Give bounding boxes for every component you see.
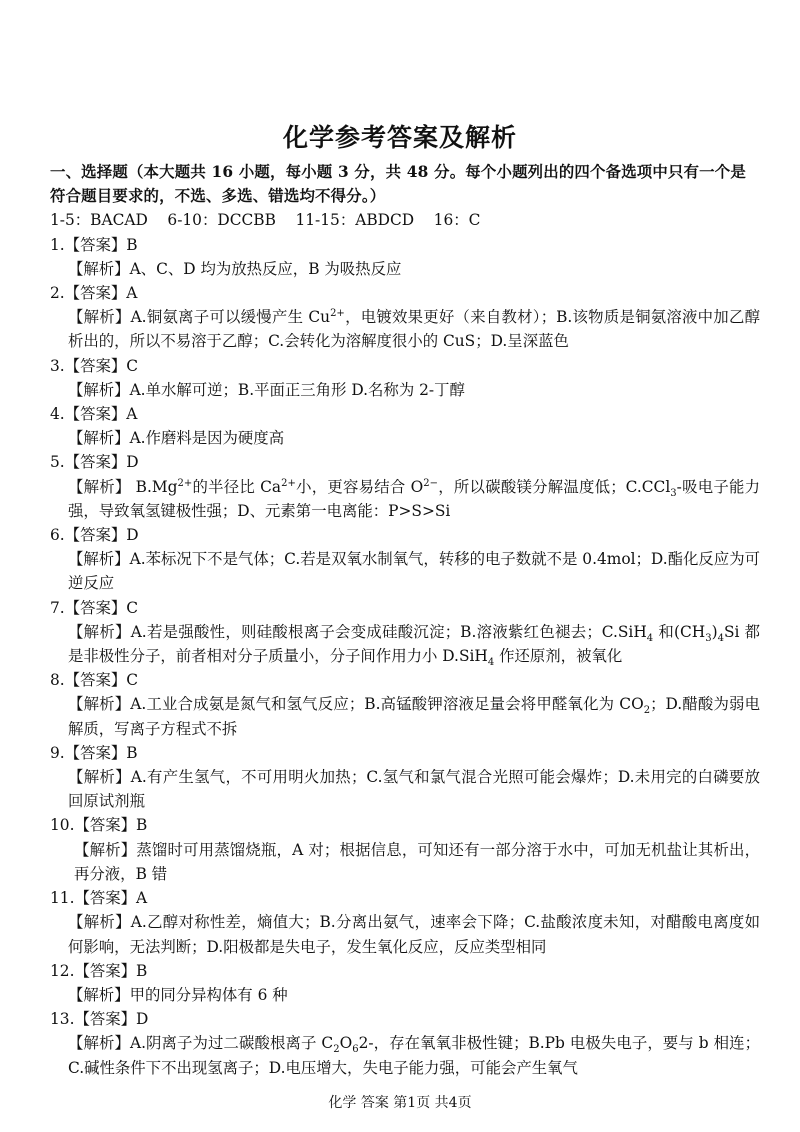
- answer-line: 5.【答案】D: [50, 453, 139, 472]
- explanation: 【解析】 $B.Mg^{2+}$的半径比 $Ca^{2+}$小，更容易结合 $O^{2-}$，所以碳酸镁分解温度低；C.CCl$_3$-吸电子能力强，导致氧氢键极性强；D、元素第一电离能：P>S>Si: [68, 477, 760, 520]
- section-heading-line-1: 一、选择题（本大题共 16 小题，每小题 3 分，共 48 分。每个小题列出的四个备选项中只有一个是: [50, 163, 746, 181]
- question-7: [50, 596, 760, 669]
- question-1: [50, 233, 760, 281]
- section-heading-line-2: 符合题目要求的，不选、多选、错选均不得分。）: [50, 187, 386, 206]
- question-11: [50, 886, 760, 959]
- explanation: 【解析】A.苯标况下不是气体；C.若是双氧水制氧气，转移的电子数就不是 0.4mol；D.酯化反应为可逆反应: [68, 550, 760, 593]
- content-body: [50, 160, 760, 1080]
- question-6: [50, 523, 760, 596]
- explanation: 【解析】甲的同分异构体有 6 种: [68, 985, 288, 1004]
- explanation: 【解析】A.单水解可逆；B.平面正三角形 D.名称为 2-丁醇: [68, 380, 465, 399]
- answer-line: 8.【答案】C: [50, 671, 139, 690]
- explanation: 【解析】A.有产生氢气，不可用明火加热；C.氢气和氯气混合光照可能会爆炸；D.未用完的白磷要放回原试剂瓶: [68, 768, 760, 811]
- page-footer: 化学 答案 第1页 共4页: [328, 1095, 472, 1111]
- explanation: 【解析】A.铜氨离子可以缓慢产生 $Cu^{2+}$，电镀效果更好（来自教材）；B.该物质是铜氨溶液中加乙醇析出的，所以不易溶于乙醇；C.会转化为溶解度很小的 CuS；D.呈深蓝色: [68, 308, 760, 351]
- question-3: [50, 354, 760, 402]
- question-8: [50, 668, 760, 741]
- answer-line: 10.【答案】B: [50, 816, 148, 835]
- question-9: [50, 741, 760, 814]
- answer-line: 3.【答案】C: [50, 356, 139, 375]
- explanation: 【解析】A.乙醇对称性差，熵值大；B.分离出氨气，速率会下降；C.盐酸浓度未知，对醋酸电离度如何影响，无法判断；D.阳极都是失电子，发生氧化反应，反应类型相同: [68, 913, 760, 956]
- answer-line: 4.【答案】A: [50, 405, 138, 424]
- question-13: [50, 1007, 760, 1080]
- explanation: 【解析】A.若是强酸性，则硅酸根离子会变成硅酸沉淀；B.溶液紫红色褪去；C.SiH$_4$ 和$(CH_3)_4Si$ 都是非极性分子，前者相对分子质量小，分子间作用力小 D.SiH$_4$ 作还原剂，被氧化: [68, 622, 761, 669]
- answer-line: 6.【答案】D: [50, 526, 139, 545]
- question-list: [50, 233, 760, 1080]
- question-10: [50, 813, 760, 886]
- question-12: [50, 959, 760, 1007]
- answer-line: 1.【答案】B: [50, 235, 138, 254]
- question-5: [50, 450, 760, 523]
- explanation: 【解析】A、C、D 均为放热反应，B 为吸热反应: [68, 259, 402, 278]
- answer-line: 13.【答案】D: [50, 1010, 149, 1029]
- explanation: 【解析】A.阴离子为过二碳酸根离子 $C_2O_62-$，存在氧氧非极性键；B.Pb 电极失电子，要与 b 相连；C.碱性条件下不出现氢离子；D.电压增大，失电子能力强，可能会产生氧气: [68, 1034, 760, 1077]
- question-2: [50, 281, 760, 354]
- explanation: 【解析】A.作磨料是因为硬度高: [68, 429, 285, 448]
- answer-line: 12.【答案】B: [50, 961, 148, 980]
- section-heading: [50, 160, 760, 208]
- explanation: 【解析】A.工业合成氨是氮气和氢气反应；B.高锰酸钾溶液足量会将甲醛氧化为 $CO_2$；D.醋酸为弱电解质，写离子方程式不拆: [68, 695, 761, 738]
- answer-line: 7.【答案】C: [50, 598, 139, 617]
- question-4: [50, 402, 760, 450]
- answer-line: 11.【答案】A: [50, 889, 148, 908]
- page-title: 化学参考答案及解析: [282, 123, 517, 152]
- answer-line: 9.【答案】B: [50, 743, 138, 762]
- answer-key-summary: 1-5：BACAD 6-10：DCCBB 11-15：ABDCD 16：C: [50, 211, 481, 230]
- answer-line: 2.【答案】A: [50, 284, 138, 303]
- explanation: 【解析】蒸馏时可用蒸馏烧瓶，A 对；根据信息，可知还有一部分溶于水中，可加无机盐让其析出，再分液，B 错: [74, 840, 760, 883]
